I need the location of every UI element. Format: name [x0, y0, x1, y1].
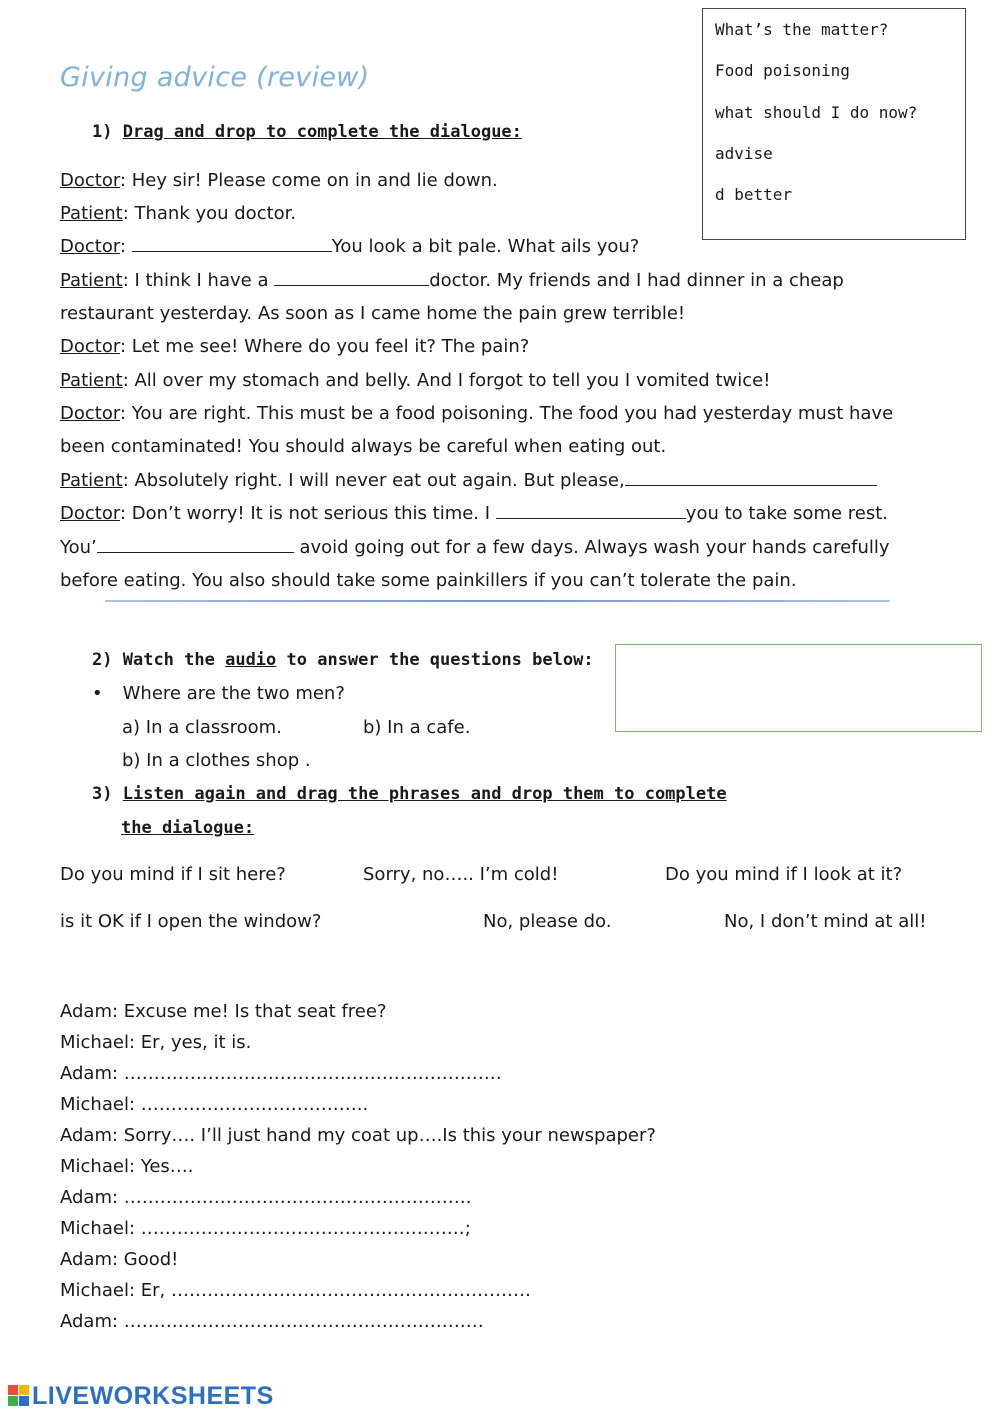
word-bank-item[interactable]: advise [715, 144, 773, 163]
draggable-phrase[interactable]: Do you mind if I look at it? [665, 864, 903, 885]
dialogue-line: Michael: Er, yes, it is. [60, 1032, 252, 1053]
draggable-phrase[interactable]: No, please do. [483, 911, 612, 932]
line-text: : Thank you doctor. [122, 203, 297, 224]
dialogue-line [60, 470, 877, 491]
question-3-heading [92, 784, 727, 804]
speaker: Doctor [60, 336, 120, 357]
logo-icon [8, 1385, 30, 1407]
dialogue-line: Adam: Sorry…. I’ll just hand my coat up….Is this your newspaper? [60, 1125, 656, 1146]
answer-option-b[interactable]: b) In a cafe. [363, 717, 471, 738]
line-text: : Don’t worry! It is not serious this time. I [119, 503, 496, 524]
audio-player-box[interactable] [615, 644, 982, 732]
speaker: Doctor [60, 170, 120, 191]
line-text: : Hey sir! Please come on in and lie down. [119, 170, 498, 191]
word-bank-item[interactable]: What’s the matter? [715, 20, 889, 39]
line-text: been contaminated! You should always be careful when eating out. [60, 436, 667, 457]
question-text: Watch the [122, 650, 226, 670]
word-bank-item[interactable]: what should I do now? [715, 103, 918, 122]
word-bank [702, 8, 966, 240]
dialogue-line [60, 336, 529, 357]
question-number: 3) [92, 784, 113, 804]
dialogue-answer-line[interactable]: Adam: …………………………………………………. [60, 1187, 472, 1208]
draggable-phrase[interactable]: No, I don’t mind at all! [724, 911, 927, 932]
dialogue-answer-line[interactable]: Adam: …………………………………………………… [60, 1311, 484, 1332]
line-text: : [119, 236, 132, 257]
speaker: Patient [60, 203, 123, 224]
question-3-heading-cont [121, 818, 254, 838]
line-text: : Absolutely right. I will never eat out again. But please, [122, 470, 625, 491]
question-text: the dialogue: [121, 818, 255, 838]
answer-option-a[interactable]: a) In a classroom. [122, 717, 282, 738]
dialogue-line [60, 236, 639, 257]
dialogue-answer-line[interactable]: Michael: Er, …………………………………………………… [60, 1280, 531, 1301]
line-text: doctor. My friends and I had dinner in a cheap [429, 270, 844, 291]
line-text: You look a bit pale. What ails you? [331, 236, 640, 257]
answer-blank[interactable] [97, 538, 294, 553]
line-text: You’ [60, 537, 97, 558]
draggable-phrase[interactable]: Sorry, no….. I’m cold! [363, 864, 559, 885]
liveworksheets-logo [8, 1382, 274, 1411]
speaker: Doctor [60, 236, 120, 257]
dialogue-line [60, 370, 770, 391]
answer-option-b2[interactable]: b) In a clothes shop . [122, 750, 311, 771]
logo-text: LIVEWORKSHEETS [32, 1382, 274, 1410]
speaker: Doctor [60, 403, 120, 424]
answer-blank[interactable] [625, 471, 877, 486]
audio-link[interactable]: audio [225, 650, 277, 670]
dialogue-line [60, 436, 666, 457]
line-text: : Let me see! Where do you feel it? The pain? [119, 336, 530, 357]
line-text: before eating. You also should take some painkillers if you can’t tolerate the pain. [60, 570, 797, 591]
question-number: 2) [92, 650, 113, 670]
question-1-heading [92, 122, 522, 142]
speaker: Patient [60, 270, 123, 291]
dialogue-line [60, 170, 498, 191]
dialogue-line [60, 203, 296, 224]
line-text: restaurant yesterday. As soon as I came home the pain grew terrible! [60, 303, 686, 324]
dialogue-answer-line[interactable]: Michael: ……………………………….. [60, 1094, 369, 1115]
speaker: Patient [60, 370, 123, 391]
bullet-icon: • [92, 683, 103, 704]
dialogue-line [60, 270, 844, 291]
answer-blank[interactable] [132, 237, 332, 252]
answer-blank[interactable] [274, 271, 429, 286]
line-text: : You are right. This must be a food poisoning. The food you had yesterday must have [119, 403, 894, 424]
dialogue-line [60, 403, 893, 424]
line-text: : I think I have a [122, 270, 275, 291]
line-text: avoid going out for a few days. Always wash your hands carefully [293, 537, 890, 558]
dialogue-line [60, 537, 890, 558]
question-number: 1) [92, 122, 113, 142]
draggable-phrase[interactable]: Do you mind if I sit here? [60, 864, 286, 885]
question-2-heading [92, 650, 594, 670]
page-title: Giving advice (review) [60, 62, 370, 93]
dialogue-line: Adam: Excuse me! Is that seat free? [60, 1001, 387, 1022]
draggable-phrase[interactable]: is it OK if I open the window? [60, 911, 322, 932]
question-text: Listen again and drag the phrases and drop them to complete [122, 784, 727, 804]
question-text: Where are the two men? [122, 683, 345, 704]
dialogue-line: Michael: Yes…. [60, 1156, 194, 1177]
dialogue-line [60, 570, 797, 591]
question-text: to answer the questions below: [276, 650, 594, 670]
section-divider [105, 600, 890, 602]
line-text: : All over my stomach and belly. And I forgot to tell you I vomited twice! [122, 370, 771, 391]
bullet-question [92, 683, 345, 704]
speaker: Doctor [60, 503, 120, 524]
dialogue-line [60, 503, 888, 524]
dialogue-line [60, 303, 685, 324]
dialogue-answer-line[interactable]: Adam: ……………………………………………………… [60, 1063, 502, 1084]
word-bank-item[interactable]: d better [715, 185, 793, 204]
word-bank-item[interactable]: Food poisoning [715, 61, 850, 80]
speaker: Patient [60, 470, 123, 491]
answer-blank[interactable] [496, 504, 686, 519]
dialogue-answer-line[interactable]: Michael: ………………………………………………; [60, 1218, 471, 1239]
question-text: Drag and drop to complete the dialogue: [122, 122, 522, 142]
line-text: you to take some rest. [685, 503, 889, 524]
dialogue-line: Adam: Good! [60, 1249, 179, 1270]
